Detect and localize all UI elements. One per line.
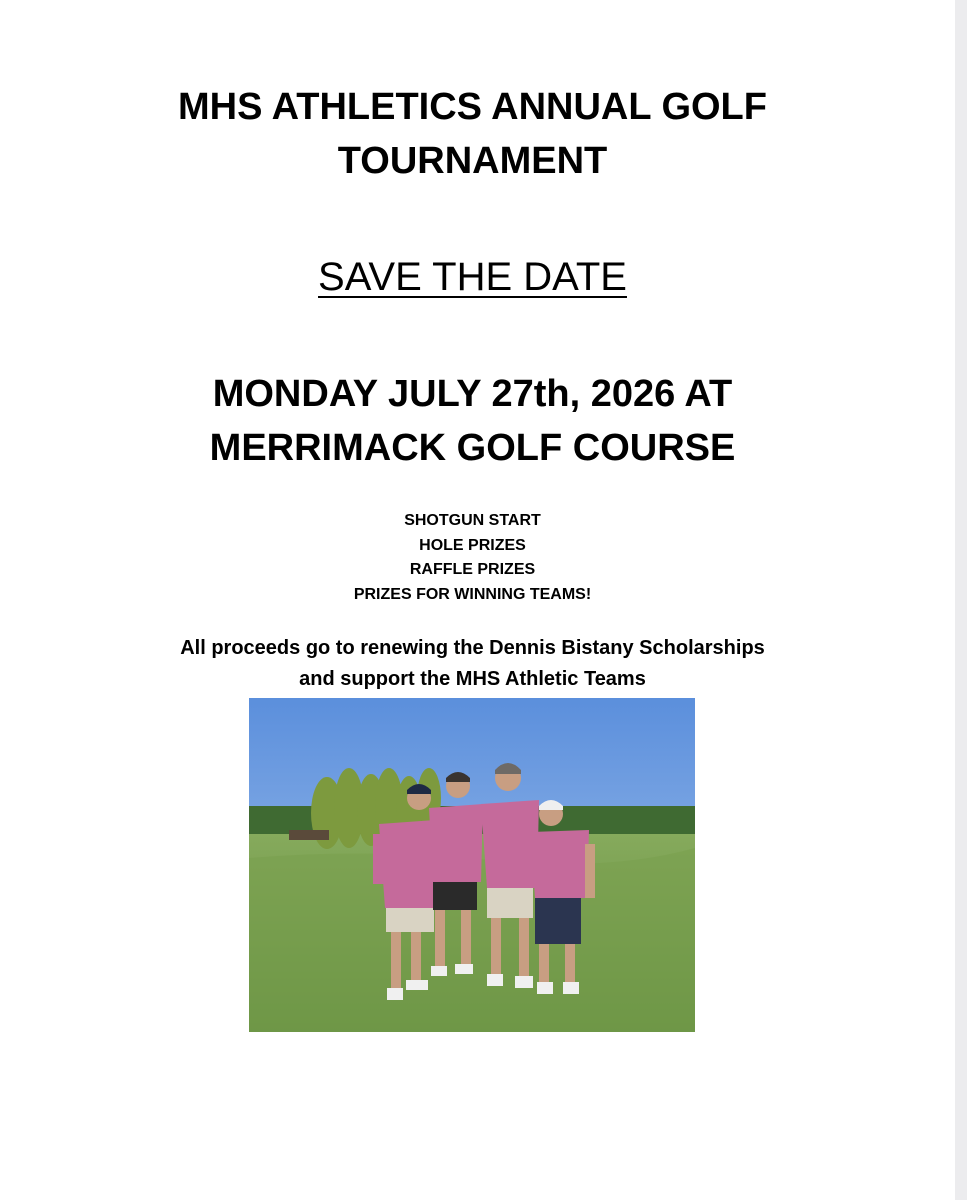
save-the-date: SAVE THE DATE xyxy=(318,255,627,299)
title-line-1: MHS ATHLETICS ANNUAL GOLF xyxy=(178,86,767,128)
proceeds-line-2: and support the MHS Athletic Teams xyxy=(299,668,646,690)
event-date-location xyxy=(0,367,945,475)
flyer-title xyxy=(0,80,945,188)
feature-item: PRIZES FOR WINNING TEAMS! xyxy=(353,585,592,603)
date-line: MONDAY JULY 27th, 2026 AT xyxy=(212,373,733,415)
team-photo xyxy=(249,698,695,1032)
feature-item: RAFFLE PRIZES xyxy=(409,561,536,578)
location-line: MERRIMACK GOLF COURSE xyxy=(209,427,736,469)
proceeds-note xyxy=(0,633,945,695)
team-photo-illustration xyxy=(249,698,695,1032)
feature-item: SHOTGUN START xyxy=(404,512,541,529)
title-line-2: TOURNAMENT xyxy=(337,140,608,182)
feature-list xyxy=(0,509,945,607)
page-edge xyxy=(955,0,967,1200)
feature-item: HOLE PRIZES xyxy=(419,536,526,554)
proceeds-line-1: All proceeds go to renewing the Dennis Bistany Scholarships xyxy=(180,637,765,659)
